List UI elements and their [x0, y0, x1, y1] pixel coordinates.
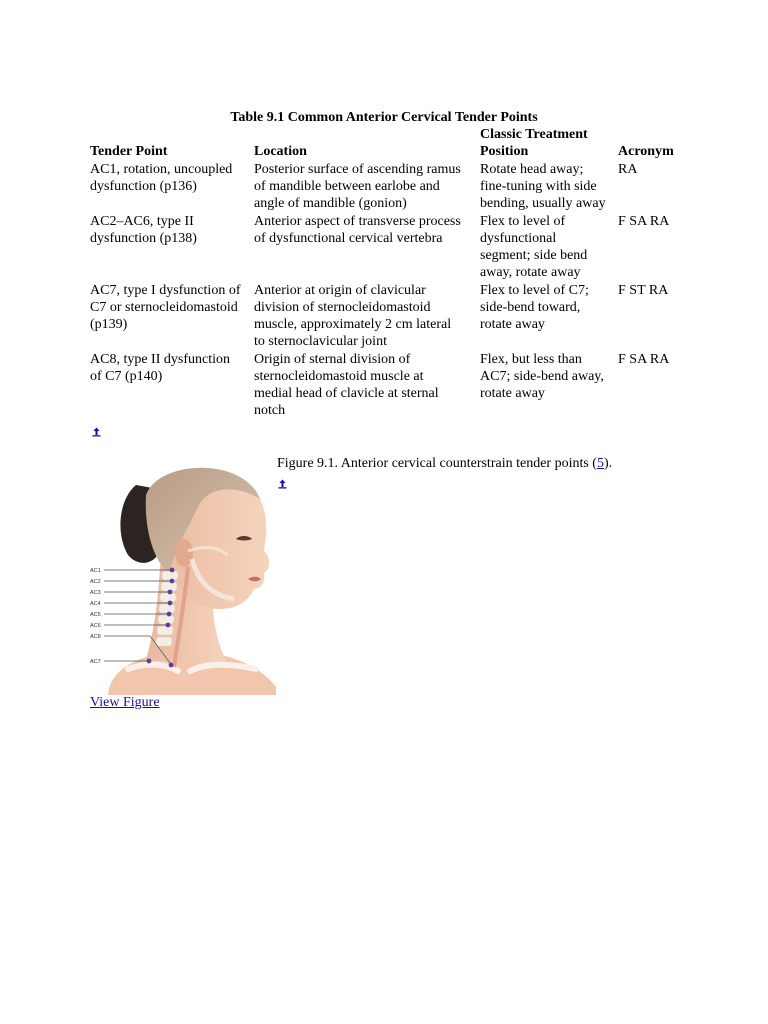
acronym-cell: F SA RA	[618, 214, 670, 229]
header-treatment-line2: Position	[480, 144, 529, 159]
acronym-cell: F SA RA	[618, 352, 670, 367]
anatomy-illustration	[88, 455, 278, 695]
figure-caption	[277, 455, 697, 472]
location-cell: Origin of sternal division of sternocleidomastoid muscle at medial head of clavicle at sternal notch	[254, 352, 439, 418]
back-to-top-icon[interactable]	[277, 478, 288, 489]
figure-caption-end: ).	[603, 456, 613, 471]
treatment-cell: Flex, but less than AC7; side-bend away, rotate away	[480, 352, 604, 401]
treatment-cell: Flex to level of dysfunctional segment; side bend away, rotate away	[480, 214, 588, 280]
figure-label: AC1	[90, 568, 101, 574]
table-row	[90, 161, 690, 213]
tender-points-table	[90, 126, 690, 420]
location-cell: Anterior at origin of clavicular division of sternocleidomastoid muscle, approximately 2 cm lateral to sternoclavicular joint	[254, 283, 452, 349]
table-row	[90, 213, 690, 282]
figure-label: AC7	[90, 659, 101, 665]
reference-link[interactable]: 5	[596, 456, 604, 471]
table-title: Table 9.1 Common Anterior Cervical Tender Points	[230, 110, 538, 125]
treatment-cell: Rotate head away; fine-tuning with side bending, usually away	[480, 162, 606, 211]
view-figure-link[interactable]: View Figure	[90, 695, 160, 710]
figure-label: AC5	[90, 612, 101, 618]
treatment-cell: Flex to level of C7; side-bend toward, rotate away	[480, 283, 589, 332]
back-to-top-icon[interactable]	[91, 426, 102, 437]
figure-caption-text: Figure 9.1. Anterior cervical counterstrain tender points (	[277, 456, 597, 471]
tender-point-cell: AC1, rotation, uncoupled dysfunction (p136)	[90, 162, 233, 194]
table-row	[90, 282, 690, 351]
location-cell: Anterior aspect of transverse process of dysfunctional cervical vertebra	[254, 214, 461, 246]
figure-label: AC2	[90, 579, 101, 585]
figure-label: AC8	[90, 634, 101, 640]
tender-point-cell: AC2–AC6, type II dysfunction (p138)	[90, 214, 197, 246]
anatomy-figure-image	[88, 455, 278, 695]
figure-label: AC3	[90, 590, 101, 596]
table-header-row	[90, 126, 690, 161]
acronym-cell: RA	[618, 162, 638, 177]
figure-label: AC4	[90, 601, 101, 607]
location-cell: Posterior surface of ascending ramus of mandible between earlobe and angle of mandible (gonion)	[254, 162, 461, 211]
header-acronym: Acronym	[618, 144, 674, 159]
acronym-cell: F ST RA	[618, 283, 669, 298]
table-row	[90, 351, 690, 420]
tender-point-cell: AC7, type I dysfunction of C7 or sternocleidomastoid (p139)	[90, 283, 241, 332]
figure-label: AC6	[90, 623, 101, 629]
header-tender-point: Tender Point	[90, 144, 168, 159]
header-treatment-line1: Classic Treatment	[480, 127, 588, 142]
header-location: Location	[254, 144, 307, 159]
tender-point-cell: AC8, type II dysfunction of C7 (p140)	[90, 352, 230, 384]
